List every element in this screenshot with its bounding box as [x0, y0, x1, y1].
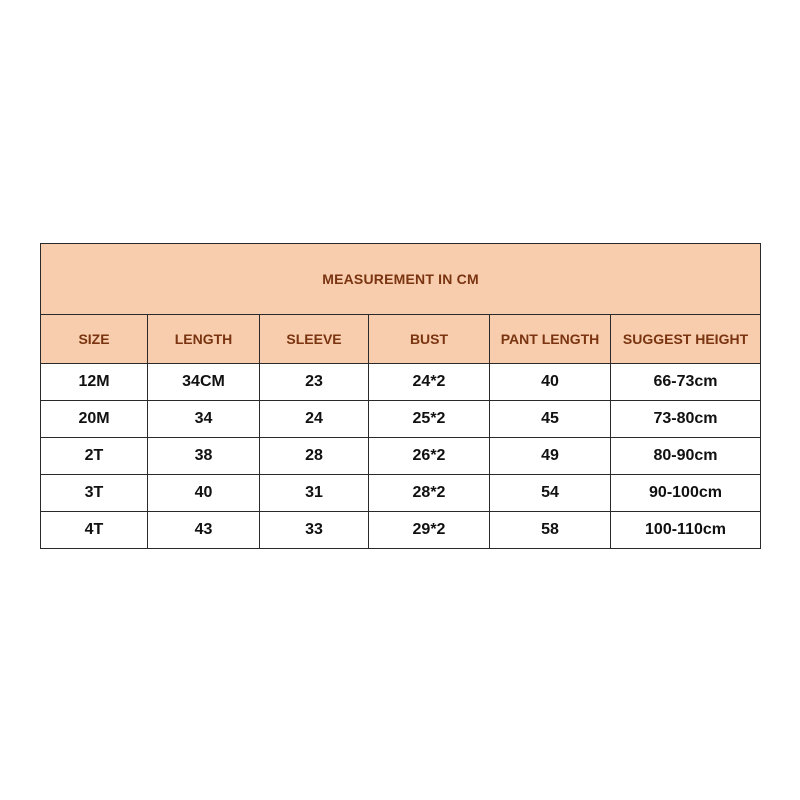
- cell-sleeve: 28: [260, 438, 369, 475]
- size-chart-table: [40, 243, 761, 549]
- header-size: SIZE: [41, 315, 148, 364]
- cell-length: 34CM: [148, 364, 260, 401]
- cell-pant-length: 45: [490, 401, 611, 438]
- cell-suggest-height: 80-90cm: [611, 438, 761, 475]
- cell-length: 40: [148, 475, 260, 512]
- header-pant-length: PANT LENGTH: [490, 315, 611, 364]
- cell-pant-length: 49: [490, 438, 611, 475]
- cell-size: 20M: [41, 401, 148, 438]
- cell-length: 43: [148, 512, 260, 549]
- cell-pant-length: 54: [490, 475, 611, 512]
- cell-size: 12M: [41, 364, 148, 401]
- table-title: MEASUREMENT IN CM: [41, 244, 761, 315]
- header-sleeve: SLEEVE: [260, 315, 369, 364]
- cell-suggest-height: 100-110cm: [611, 512, 761, 549]
- table-row: [41, 475, 761, 512]
- title-row: [41, 244, 761, 315]
- cell-bust: 24*2: [369, 364, 490, 401]
- cell-bust: 28*2: [369, 475, 490, 512]
- header-length: LENGTH: [148, 315, 260, 364]
- cell-bust: 29*2: [369, 512, 490, 549]
- cell-sleeve: 23: [260, 364, 369, 401]
- table-row: [41, 438, 761, 475]
- cell-size: 4T: [41, 512, 148, 549]
- cell-length: 38: [148, 438, 260, 475]
- cell-bust: 25*2: [369, 401, 490, 438]
- cell-sleeve: 31: [260, 475, 369, 512]
- cell-size: 2T: [41, 438, 148, 475]
- table-row: [41, 364, 761, 401]
- cell-suggest-height: 66-73cm: [611, 364, 761, 401]
- cell-suggest-height: 73-80cm: [611, 401, 761, 438]
- cell-sleeve: 33: [260, 512, 369, 549]
- cell-pant-length: 58: [490, 512, 611, 549]
- cell-size: 3T: [41, 475, 148, 512]
- cell-bust: 26*2: [369, 438, 490, 475]
- header-row: [41, 315, 761, 364]
- table-row: [41, 512, 761, 549]
- header-bust: BUST: [369, 315, 490, 364]
- table-body: [41, 364, 761, 549]
- cell-pant-length: 40: [490, 364, 611, 401]
- cell-length: 34: [148, 401, 260, 438]
- header-suggest-height: SUGGEST HEIGHT: [611, 315, 761, 364]
- cell-sleeve: 24: [260, 401, 369, 438]
- cell-suggest-height: 90-100cm: [611, 475, 761, 512]
- table-row: [41, 401, 761, 438]
